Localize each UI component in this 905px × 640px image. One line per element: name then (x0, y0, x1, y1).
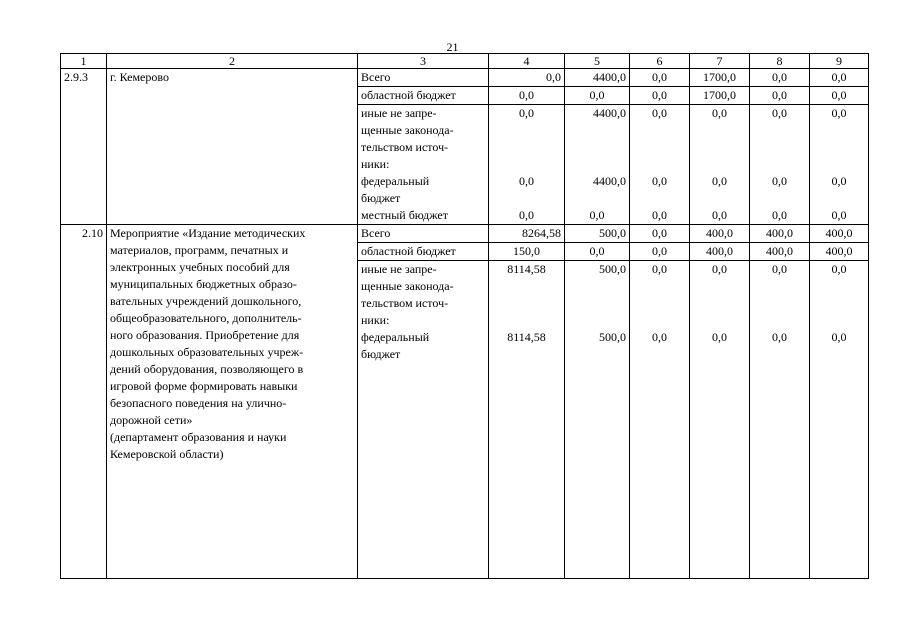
source-cell: Всего (358, 225, 489, 243)
value-cell: 500,0 (565, 261, 630, 330)
table-header-row (61, 54, 869, 69)
header-cell: 4 (489, 54, 565, 69)
value-cell: 0,0 (810, 173, 869, 207)
value-cell: 0,0 (810, 207, 869, 225)
value-cell: 0,0 (630, 329, 690, 578)
value-cell: 0,0 (810, 105, 869, 174)
header-cell: 7 (690, 54, 750, 69)
value-cell: 400,0 (690, 243, 750, 261)
value-cell: 0,0 (690, 173, 750, 207)
value-cell: 0,0 (810, 69, 869, 87)
value-cell: 0,0 (489, 87, 565, 105)
value-cell: 0,0 (810, 87, 869, 105)
table-row (61, 69, 869, 87)
value-cell: 400,0 (750, 225, 810, 243)
value-cell: 0,0 (690, 105, 750, 174)
value-cell: 0,0 (750, 173, 810, 207)
section-name: Мероприятие «Издание методических материалов, программ, печатных и электронных учебных пособий для муниципальных бюджетных образо- вательных учреждений дошкольного, общеобразовательного, дополнитель- ного образования. Приобретение для дошкольных образовательных учреж- дений оборудования, позволяющего в игровой форме формировать навыки безопасного поведения на улично- дорожной сети» (департамент образования и науки Кемеровской области) (107, 225, 358, 579)
value-cell: 400,0 (690, 225, 750, 243)
value-cell: 400,0 (750, 243, 810, 261)
source-cell: иные не запре- щенные законода- тельством источ- ники: (358, 105, 489, 174)
value-cell: 400,0 (810, 243, 869, 261)
value-cell: 500,0 (565, 225, 630, 243)
header-cell: 2 (107, 54, 358, 69)
value-cell: 4400,0 (565, 105, 630, 174)
value-cell: 0,0 (489, 173, 565, 207)
value-cell: 4400,0 (565, 173, 630, 207)
value-cell: 8114,58 (489, 329, 565, 578)
value-cell: 500,0 (565, 329, 630, 578)
section-id: 2.10 (61, 225, 107, 579)
value-cell: 0,0 (630, 69, 690, 87)
value-cell: 0,0 (810, 261, 869, 330)
source-cell: местный бюджет (358, 207, 489, 225)
source-cell: федеральный бюджет (358, 329, 489, 578)
value-cell: 0,0 (489, 105, 565, 174)
table-row (61, 225, 869, 243)
value-cell: 4400,0 (565, 69, 630, 87)
value-cell: 0,0 (489, 69, 565, 87)
value-cell: 0,0 (750, 207, 810, 225)
section-name: г. Кемерово (107, 69, 358, 225)
value-cell: 0,0 (630, 243, 690, 261)
source-cell: областной бюджет (358, 87, 489, 105)
source-cell: иные не запре- щенные законода- тельством источ- ники: (358, 261, 489, 330)
header-cell: 1 (61, 54, 107, 69)
value-cell: 0,0 (690, 261, 750, 330)
value-cell: 0,0 (750, 105, 810, 174)
header-cell: 8 (750, 54, 810, 69)
value-cell: 0,0 (630, 207, 690, 225)
value-cell: 0,0 (565, 87, 630, 105)
header-cell: 3 (358, 54, 489, 69)
value-cell: 0,0 (810, 329, 869, 578)
value-cell: 400,0 (810, 225, 869, 243)
value-cell: 0,0 (750, 329, 810, 578)
header-cell: 9 (810, 54, 869, 69)
value-cell: 0,0 (565, 207, 630, 225)
value-cell: 0,0 (750, 87, 810, 105)
value-cell: 0,0 (630, 261, 690, 330)
source-cell: областной бюджет (358, 243, 489, 261)
value-cell: 8264,58 (489, 225, 565, 243)
section-id: 2.9.3 (61, 69, 107, 225)
value-cell: 150,0 (489, 243, 565, 261)
page-number: 21 (446, 40, 459, 54)
value-cell: 0,0 (750, 69, 810, 87)
value-cell: 1700,0 (690, 69, 750, 87)
value-cell: 0,0 (630, 173, 690, 207)
value-cell: 0,0 (750, 261, 810, 330)
value-cell: 0,0 (690, 329, 750, 578)
value-cell: 0,0 (489, 207, 565, 225)
budget-table (60, 53, 869, 579)
header-cell: 5 (565, 54, 630, 69)
value-cell: 0,0 (565, 243, 630, 261)
value-cell: 8114,58 (489, 261, 565, 330)
source-cell: Всего (358, 69, 489, 87)
value-cell: 1700,0 (690, 87, 750, 105)
source-cell: федеральный бюджет (358, 173, 489, 207)
value-cell: 0,0 (630, 87, 690, 105)
header-cell: 6 (630, 54, 690, 69)
value-cell: 0,0 (630, 225, 690, 243)
value-cell: 0,0 (690, 207, 750, 225)
value-cell: 0,0 (630, 105, 690, 174)
